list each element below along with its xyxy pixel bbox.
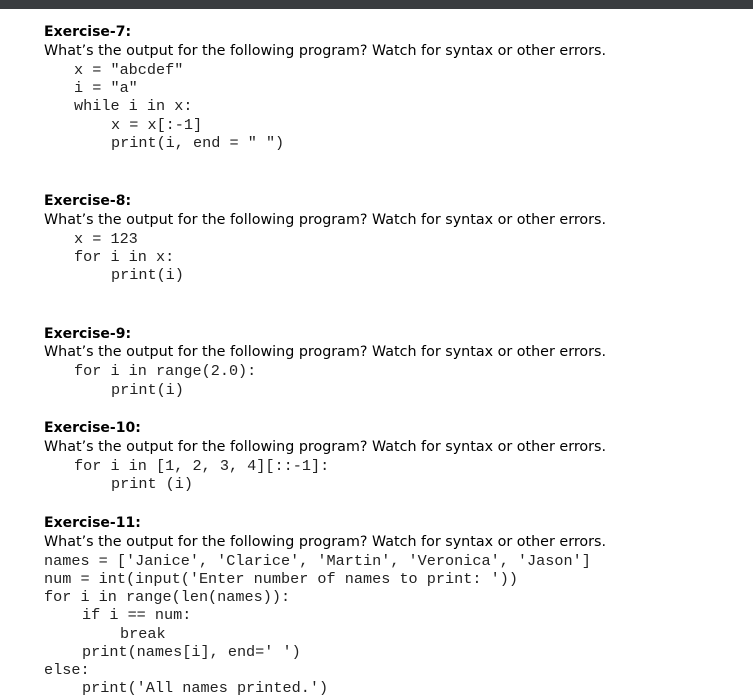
code-line: i = "a" (74, 79, 138, 97)
code-line: for i in range(len(names)): (44, 588, 291, 606)
code-line: break (120, 625, 166, 643)
code-line: for i in range(2.0): (74, 362, 257, 380)
exercise-8-question: What’s the output for the following program? Watch for syntax or other errors. (44, 212, 607, 228)
exercise-7-title: Exercise-7: (44, 24, 132, 40)
code-line: print(i, end = " ") (111, 134, 285, 152)
exercise-10-question: What’s the output for the following program? Watch for syntax or other errors. (44, 439, 607, 455)
exercise-10-title: Exercise-10: (44, 420, 141, 436)
code-line: for i in [1, 2, 3, 4][::-1]: (74, 457, 330, 475)
exercise-8-title: Exercise-8: (44, 193, 132, 209)
code-line: print(names[i], end=' ') (82, 643, 301, 661)
code-line: num = int(input('Enter number of names to print: ')) (44, 570, 518, 588)
code-line: print('All names printed.') (82, 679, 329, 697)
exercise-11-question: What’s the output for the following program? Watch for syntax or other errors. (44, 534, 607, 550)
code-line: x = x[:-1] (111, 116, 203, 134)
exercise-9-question: What’s the output for the following program? Watch for syntax or other errors. (44, 344, 607, 360)
code-line: print(i) (111, 381, 184, 399)
exercise-9-title: Exercise-9: (44, 326, 132, 342)
code-line: while i in x: (74, 97, 193, 115)
code-line: print(i) (111, 266, 184, 284)
code-line: x = 123 (74, 230, 138, 248)
exercise-11-title: Exercise-11: (44, 515, 141, 531)
exercise-7-question: What’s the output for the following program? Watch for syntax or other errors. (44, 43, 607, 59)
code-line: for i in x: (74, 248, 175, 266)
code-line: if i == num: (82, 606, 192, 624)
code-line: else: (44, 661, 90, 679)
code-line: names = ['Janice', 'Clarice', 'Martin', 'Veronica', 'Jason'] (44, 552, 591, 570)
top-bar (0, 0, 753, 9)
code-line: print (i) (111, 475, 194, 493)
code-line: x = "abcdef" (74, 61, 184, 79)
